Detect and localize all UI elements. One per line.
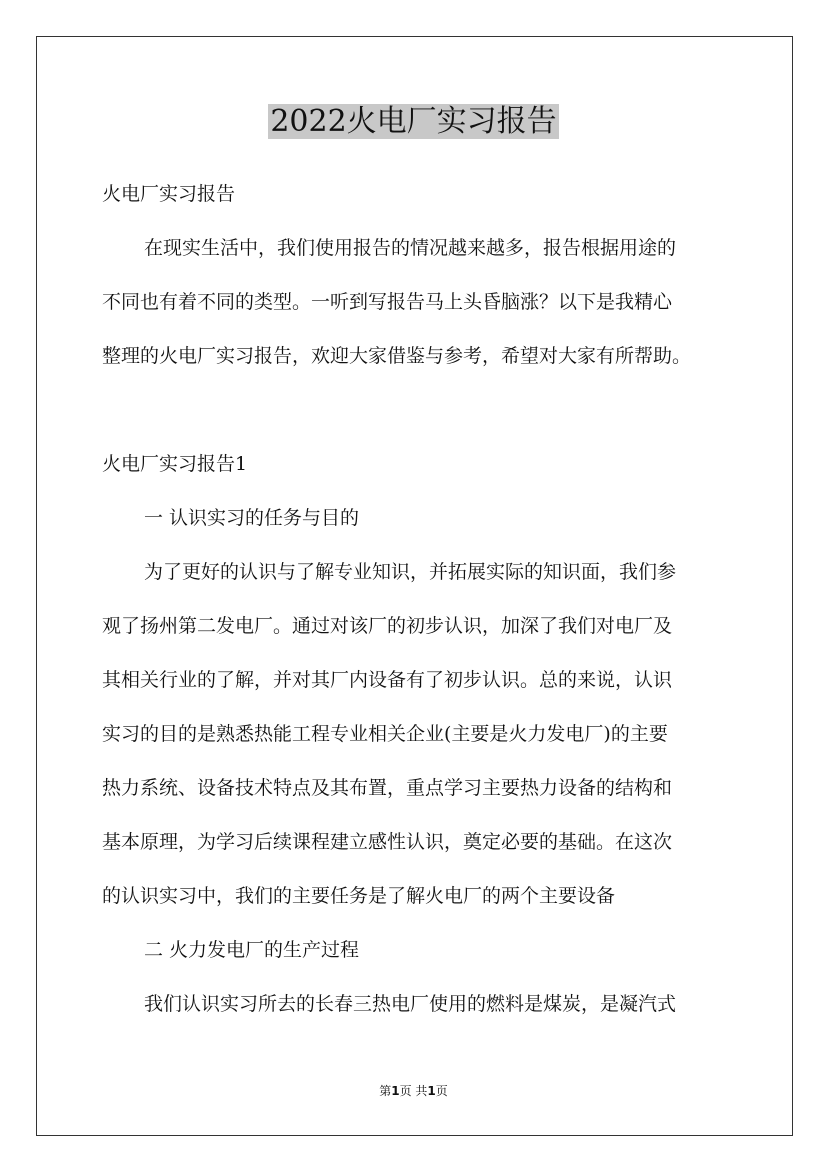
section1-title: 火电厂实习报告1 xyxy=(102,453,248,475)
intro-line-3: 整理的火电厂实习报告，欢迎大家借鉴与参考，希望对大家有所帮助。 xyxy=(102,345,692,367)
para1-line-6: 基本原理，为学习后续课程建立感性认识，奠定必要的基础。在这次 xyxy=(102,831,673,853)
footer-page-number: 1 xyxy=(391,1084,400,1098)
footer-page-mid: 页 共 xyxy=(399,1084,428,1098)
footer-page-prefix: 第 xyxy=(379,1084,392,1098)
heading-1: 一 认识实习的任务与目的 xyxy=(144,507,360,529)
para2-line-1: 我们认识实习所去的长春三热电厂使用的燃料是煤炭，是凝汽式 xyxy=(144,993,677,1015)
footer-page-total: 1 xyxy=(427,1084,436,1098)
para1-line-1: 为了更好的认识与了解专业知识，并拓展实际的知识面，我们参 xyxy=(144,561,677,583)
para1-line-7: 的认识实习中，我们的主要任务是了解火电厂的两个主要设备 xyxy=(102,885,616,907)
page-footer xyxy=(0,1082,827,1100)
para1-line-2: 观了扬州第二发电厂。通过对该厂的初步认识，加深了我们对电厂及 xyxy=(102,615,673,637)
intro-line-1: 在现实生活中，我们使用报告的情况越来越多，报告根据用途的 xyxy=(144,237,677,259)
intro-line-2: 不同也有着不同的类型。一听到写报告马上头昏脑涨？以下是我精心 xyxy=(102,291,673,313)
para1-line-4: 实习的目的是熟悉热能工程专业相关企业(主要是火力发电厂)的主要 xyxy=(102,723,668,745)
document-title-text: 2022火电厂实习报告 xyxy=(270,104,557,139)
heading-2: 二 火力发电厂的生产过程 xyxy=(144,939,360,961)
document-subtitle: 火电厂实习报告 xyxy=(102,183,236,205)
footer-page-suffix: 页 xyxy=(435,1084,448,1098)
para1-line-3: 其相关行业的了解，并对其厂内设备有了初步认识。总的来说，认识 xyxy=(102,669,673,691)
para1-line-5: 热力系统、设备技术特点及其布置，重点学习主要热力设备的结构和 xyxy=(102,777,673,799)
document-title xyxy=(0,100,827,144)
